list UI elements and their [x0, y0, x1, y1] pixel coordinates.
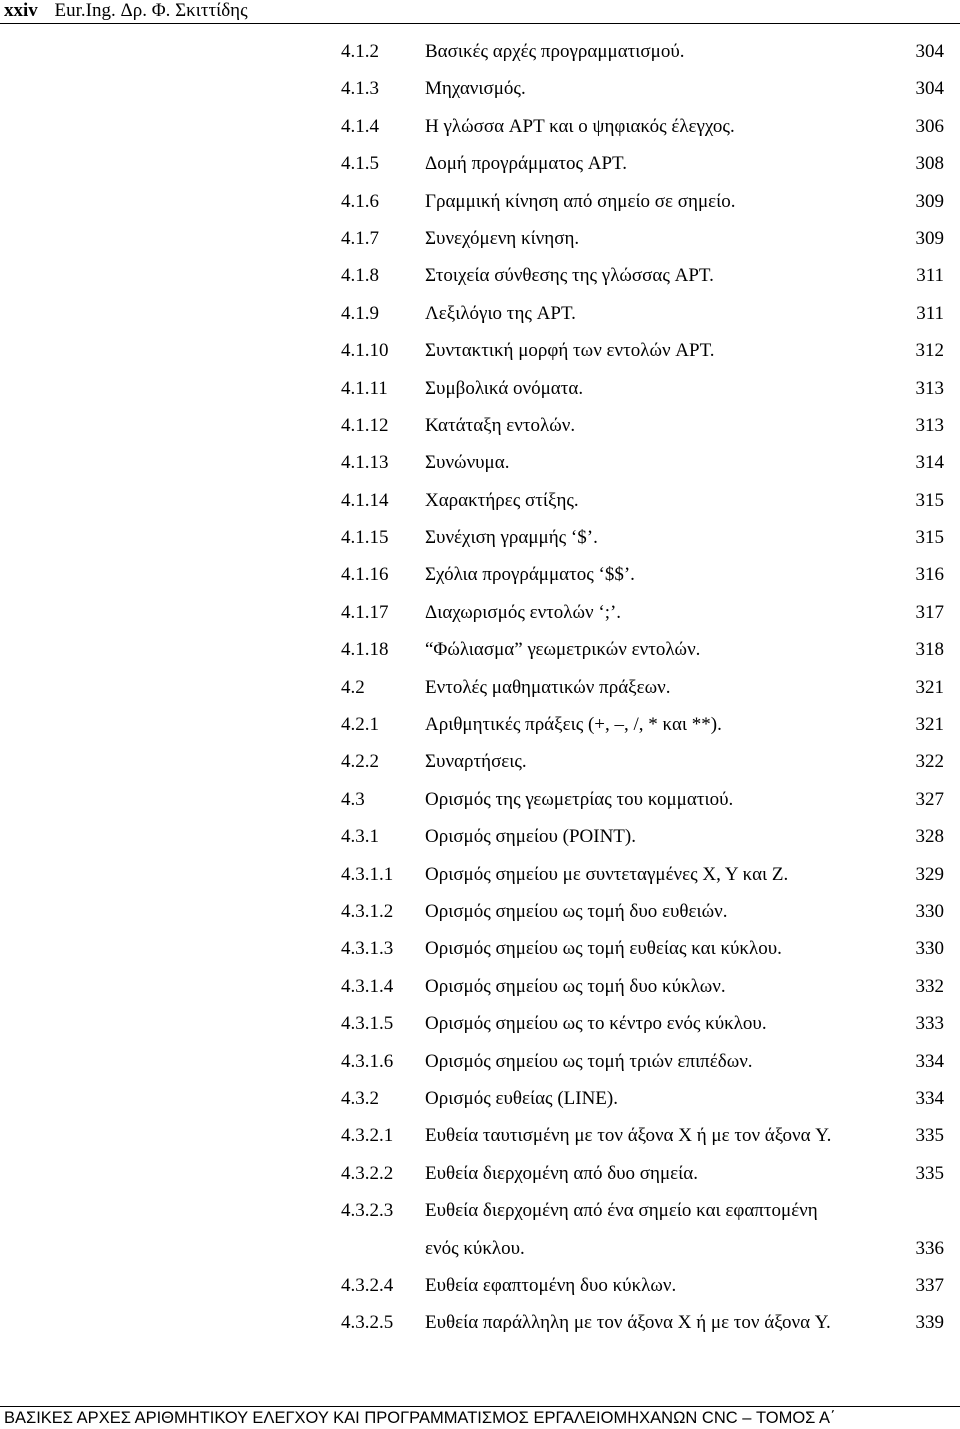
toc-section-title: Συντακτική μορφή των εντολών APT.: [425, 340, 715, 362]
toc-entry: [0, 968, 960, 1005]
toc-page-number: 314: [915, 452, 944, 474]
toc-section-number: 4.1.10: [341, 340, 389, 362]
toc-section-title: Σχόλια προγράμματος ‘$$’.: [425, 564, 635, 586]
toc-entry: [0, 594, 960, 631]
toc-entry: [0, 556, 960, 593]
toc-page-number: 315: [915, 489, 944, 511]
toc-section-number: 4.1.11: [341, 377, 388, 399]
header-divider: [0, 23, 960, 24]
toc-section-title: Ορισμός σημείου ως τομή τριών επιπέδων.: [425, 1050, 753, 1072]
toc-section-number: 4.3.1.5: [341, 1013, 394, 1035]
toc-entry: [0, 1080, 960, 1117]
toc-entry: [0, 1117, 960, 1154]
toc-section-title: Ορισμός ευθείας (LINE).: [425, 1087, 618, 1109]
toc-section-title: Ορισμός σημείου (POINT).: [425, 826, 636, 848]
toc-section-title: Ευθεία διερχομένη από δυο σημεία.: [425, 1162, 698, 1184]
toc-section-number: 4.3.2.5: [341, 1312, 394, 1334]
toc-section-title: Ορισμός σημείου ως τομή δυο κύκλων.: [425, 975, 726, 997]
toc-section-number: 4.3.2.2: [341, 1162, 394, 1184]
toc-entry: [0, 631, 960, 668]
toc-page-number: 321: [915, 714, 944, 736]
table-of-contents: [0, 33, 960, 1342]
toc-section-title: Ευθεία ταυτισμένη με τον άξονα X ή με τον άξονα Y.: [425, 1125, 832, 1147]
toc-section-title: Στοιχεία σύνθεσης της γλώσσας APT.: [425, 265, 714, 287]
toc-section-number: 4.1.18: [341, 639, 389, 661]
toc-page-number: 336: [915, 1237, 944, 1259]
toc-entry: [0, 482, 960, 519]
toc-entry: [0, 220, 960, 257]
toc-section-title: Ορισμός σημείου ως τομή ευθείας και κύκλου.: [425, 938, 782, 960]
toc-section-number: 4.2.2: [341, 751, 379, 773]
toc-entry: [0, 856, 960, 893]
toc-page-number: 317: [915, 601, 944, 623]
toc-section-number: 4.3.1.1: [341, 863, 394, 885]
toc-section-number: 4.1.4: [341, 115, 379, 137]
toc-page-number: 304: [915, 78, 944, 100]
toc-section-title: Κατάταξη εντολών.: [425, 414, 576, 436]
toc-section-number: 4.1.12: [341, 414, 389, 436]
toc-page-number: 330: [915, 938, 944, 960]
toc-page-number: 318: [915, 639, 944, 661]
toc-page-number: 311: [916, 302, 944, 324]
toc-page-number: 306: [915, 115, 944, 137]
toc-section-title: Εντολές μαθηματικών πράξεων.: [425, 676, 671, 698]
toc-entry: [0, 108, 960, 145]
toc-entry: [0, 70, 960, 107]
toc-section-number: 4.1.8: [341, 265, 379, 287]
toc-entry: [0, 669, 960, 706]
toc-entry: [0, 33, 960, 70]
toc-section-number: 4.3.2.4: [341, 1274, 394, 1296]
toc-page-number: 329: [915, 863, 944, 885]
toc-page-number: 339: [915, 1312, 944, 1334]
toc-section-title: Χαρακτήρες στίξης.: [425, 489, 579, 511]
toc-section-number: 4.1.13: [341, 452, 389, 474]
toc-entry: [0, 1005, 960, 1042]
toc-section-number: 4.1.3: [341, 78, 379, 100]
toc-entry: [0, 444, 960, 481]
toc-entry: [0, 818, 960, 855]
toc-section-number: 4.3.1.2: [341, 900, 394, 922]
toc-section-number: 4.1.2: [341, 41, 379, 62]
toc-entry: [0, 893, 960, 930]
toc-entry: [0, 407, 960, 444]
toc-section-title: Μηχανισμός.: [425, 78, 526, 100]
page-footer: ΒΑΣΙΚΕΣ ΑΡΧΕΣ ΑΡΙΘΜΗΤΙΚΟΥ ΕΛΕΓΧΟΥ ΚΑΙ ΠΡΟΓΡΑΜΜΑΤΙΣΜΟΣ ΕΡΓΑΛΕΙΟΜΗΧΑΝΩΝ CNC – ΤΟΜΟΣ Α΄: [4, 1409, 836, 1427]
toc-page-number: 335: [915, 1162, 944, 1184]
toc-section-number: 4.1.14: [341, 489, 389, 511]
toc-entry: [0, 1267, 960, 1304]
page-header: [4, 0, 248, 22]
toc-page-number: 335: [915, 1125, 944, 1147]
toc-section-title: Ορισμός σημείου ως το κέντρο ενός κύκλου.: [425, 1013, 767, 1035]
toc-section-title: “Φώλιασμα” γεωμετρικών εντολών.: [425, 639, 701, 661]
toc-page-number: 321: [915, 676, 944, 698]
toc-section-number: 4.1.5: [341, 153, 379, 175]
toc-section-title: Συνεχόμενη κίνηση.: [425, 227, 580, 249]
toc-section-title: Βασικές αρχές προγραμματισμού.: [425, 41, 685, 62]
toc-entry: [0, 781, 960, 818]
toc-section-title: Ορισμός της γεωμετρίας του κομματιού.: [425, 788, 734, 810]
toc-section-title: Ευθεία εφαπτομένη δυο κύκλων.: [425, 1274, 677, 1296]
toc-section-title: Γραμμική κίνηση από σημείο σε σημείο.: [425, 190, 736, 212]
toc-page-number: 322: [915, 751, 944, 773]
toc-entry: [0, 930, 960, 967]
toc-section-number: 4.3.2.3: [341, 1200, 394, 1222]
toc-entry: [0, 332, 960, 369]
toc-section-title: Ευθεία διερχομένη από ένα σημείο και εφαπτομένη: [425, 1200, 818, 1222]
toc-section-title: Συνέχιση γραμμής ‘$’.: [425, 527, 598, 549]
toc-section-number: 4.1.15: [341, 527, 389, 549]
toc-section-title: Δομή προγράμματος APT.: [425, 153, 627, 175]
toc-entry: [0, 257, 960, 294]
footer-divider: [0, 1406, 960, 1407]
toc-entry: [0, 519, 960, 556]
toc-entry: [0, 145, 960, 182]
toc-entry: [0, 706, 960, 743]
toc-page-number: 327: [915, 788, 944, 810]
toc-section-number: 4.3.1.4: [341, 975, 394, 997]
toc-entry: [0, 1304, 960, 1341]
toc-section-number: 4.3: [341, 788, 365, 810]
toc-section-number: 4.1.17: [341, 601, 389, 623]
toc-page-number: 304: [915, 41, 944, 62]
toc-entry: [0, 183, 960, 220]
toc-section-number: 4.2.1: [341, 714, 379, 736]
toc-page-number: 315: [915, 527, 944, 549]
toc-page-number: 337: [915, 1274, 944, 1296]
toc-page-number: 332: [915, 975, 944, 997]
toc-section-title: Αριθμητικές πράξεις (+, –, /, * και **).: [425, 714, 722, 736]
toc-section-title: Λεξιλόγιο της APT.: [425, 302, 576, 324]
toc-section-number: 4.1.9: [341, 302, 379, 324]
toc-page-number: 334: [915, 1050, 944, 1072]
toc-page-number: 309: [915, 227, 944, 249]
toc-page-number: 311: [916, 265, 944, 287]
toc-section-number: 4.1.6: [341, 190, 379, 212]
toc-page-number: 334: [915, 1087, 944, 1109]
toc-section-number: 4.3.1: [341, 826, 379, 848]
toc-page-number: 313: [915, 414, 944, 436]
toc-section-number: 4.3.1.3: [341, 938, 394, 960]
toc-page-number: 330: [915, 900, 944, 922]
toc-page-number: 308: [915, 153, 944, 175]
toc-section-title: Ορισμός σημείου ως τομή δυο ευθειών.: [425, 900, 728, 922]
toc-entry: [0, 295, 960, 332]
toc-section-title: Διαχωρισμός εντολών ‘;’.: [425, 601, 622, 623]
toc-section-number: 4.3.1.6: [341, 1050, 394, 1072]
toc-page-number: 312: [915, 340, 944, 362]
toc-section-title: Ορισμός σημείου με συντεταγμένες X, Y και Z.: [425, 863, 789, 885]
page-number: xxiv: [4, 0, 38, 21]
toc-page-number: 328: [915, 826, 944, 848]
toc-page-number: 313: [915, 377, 944, 399]
toc-section-number: 4.3.2.1: [341, 1125, 394, 1147]
toc-section-number: 4.3.2: [341, 1087, 379, 1109]
toc-section-number: 4.2: [341, 676, 365, 698]
toc-page-number: 333: [915, 1013, 944, 1035]
toc-section-number: 4.1.7: [341, 227, 379, 249]
toc-section-title: Η γλώσσα APT και ο ψηφιακός έλεγχος.: [425, 115, 735, 137]
toc-section-title: Συναρτήσεις.: [425, 751, 527, 773]
toc-entry: [0, 743, 960, 780]
toc-section-title: Συμβολικά ονόματα.: [425, 377, 584, 399]
toc-entry: [0, 370, 960, 407]
toc-entry: [0, 1043, 960, 1080]
toc-section-title: Ευθεία παράλληλη με τον άξονα X ή με τον άξονα Y.: [425, 1312, 831, 1334]
toc-entry: [0, 1192, 960, 1229]
author-name: Eur.Ing. Δρ. Φ. Σκιττίδης: [54, 0, 248, 21]
toc-section-title: Συνώνυμα.: [425, 452, 510, 474]
toc-entry: [0, 1155, 960, 1192]
toc-section-number: 4.1.16: [341, 564, 389, 586]
toc-section-title: ενός κύκλου.: [425, 1237, 525, 1259]
toc-page-number: 316: [915, 564, 944, 586]
toc-page-number: 309: [915, 190, 944, 212]
toc-entry: [0, 1230, 960, 1267]
